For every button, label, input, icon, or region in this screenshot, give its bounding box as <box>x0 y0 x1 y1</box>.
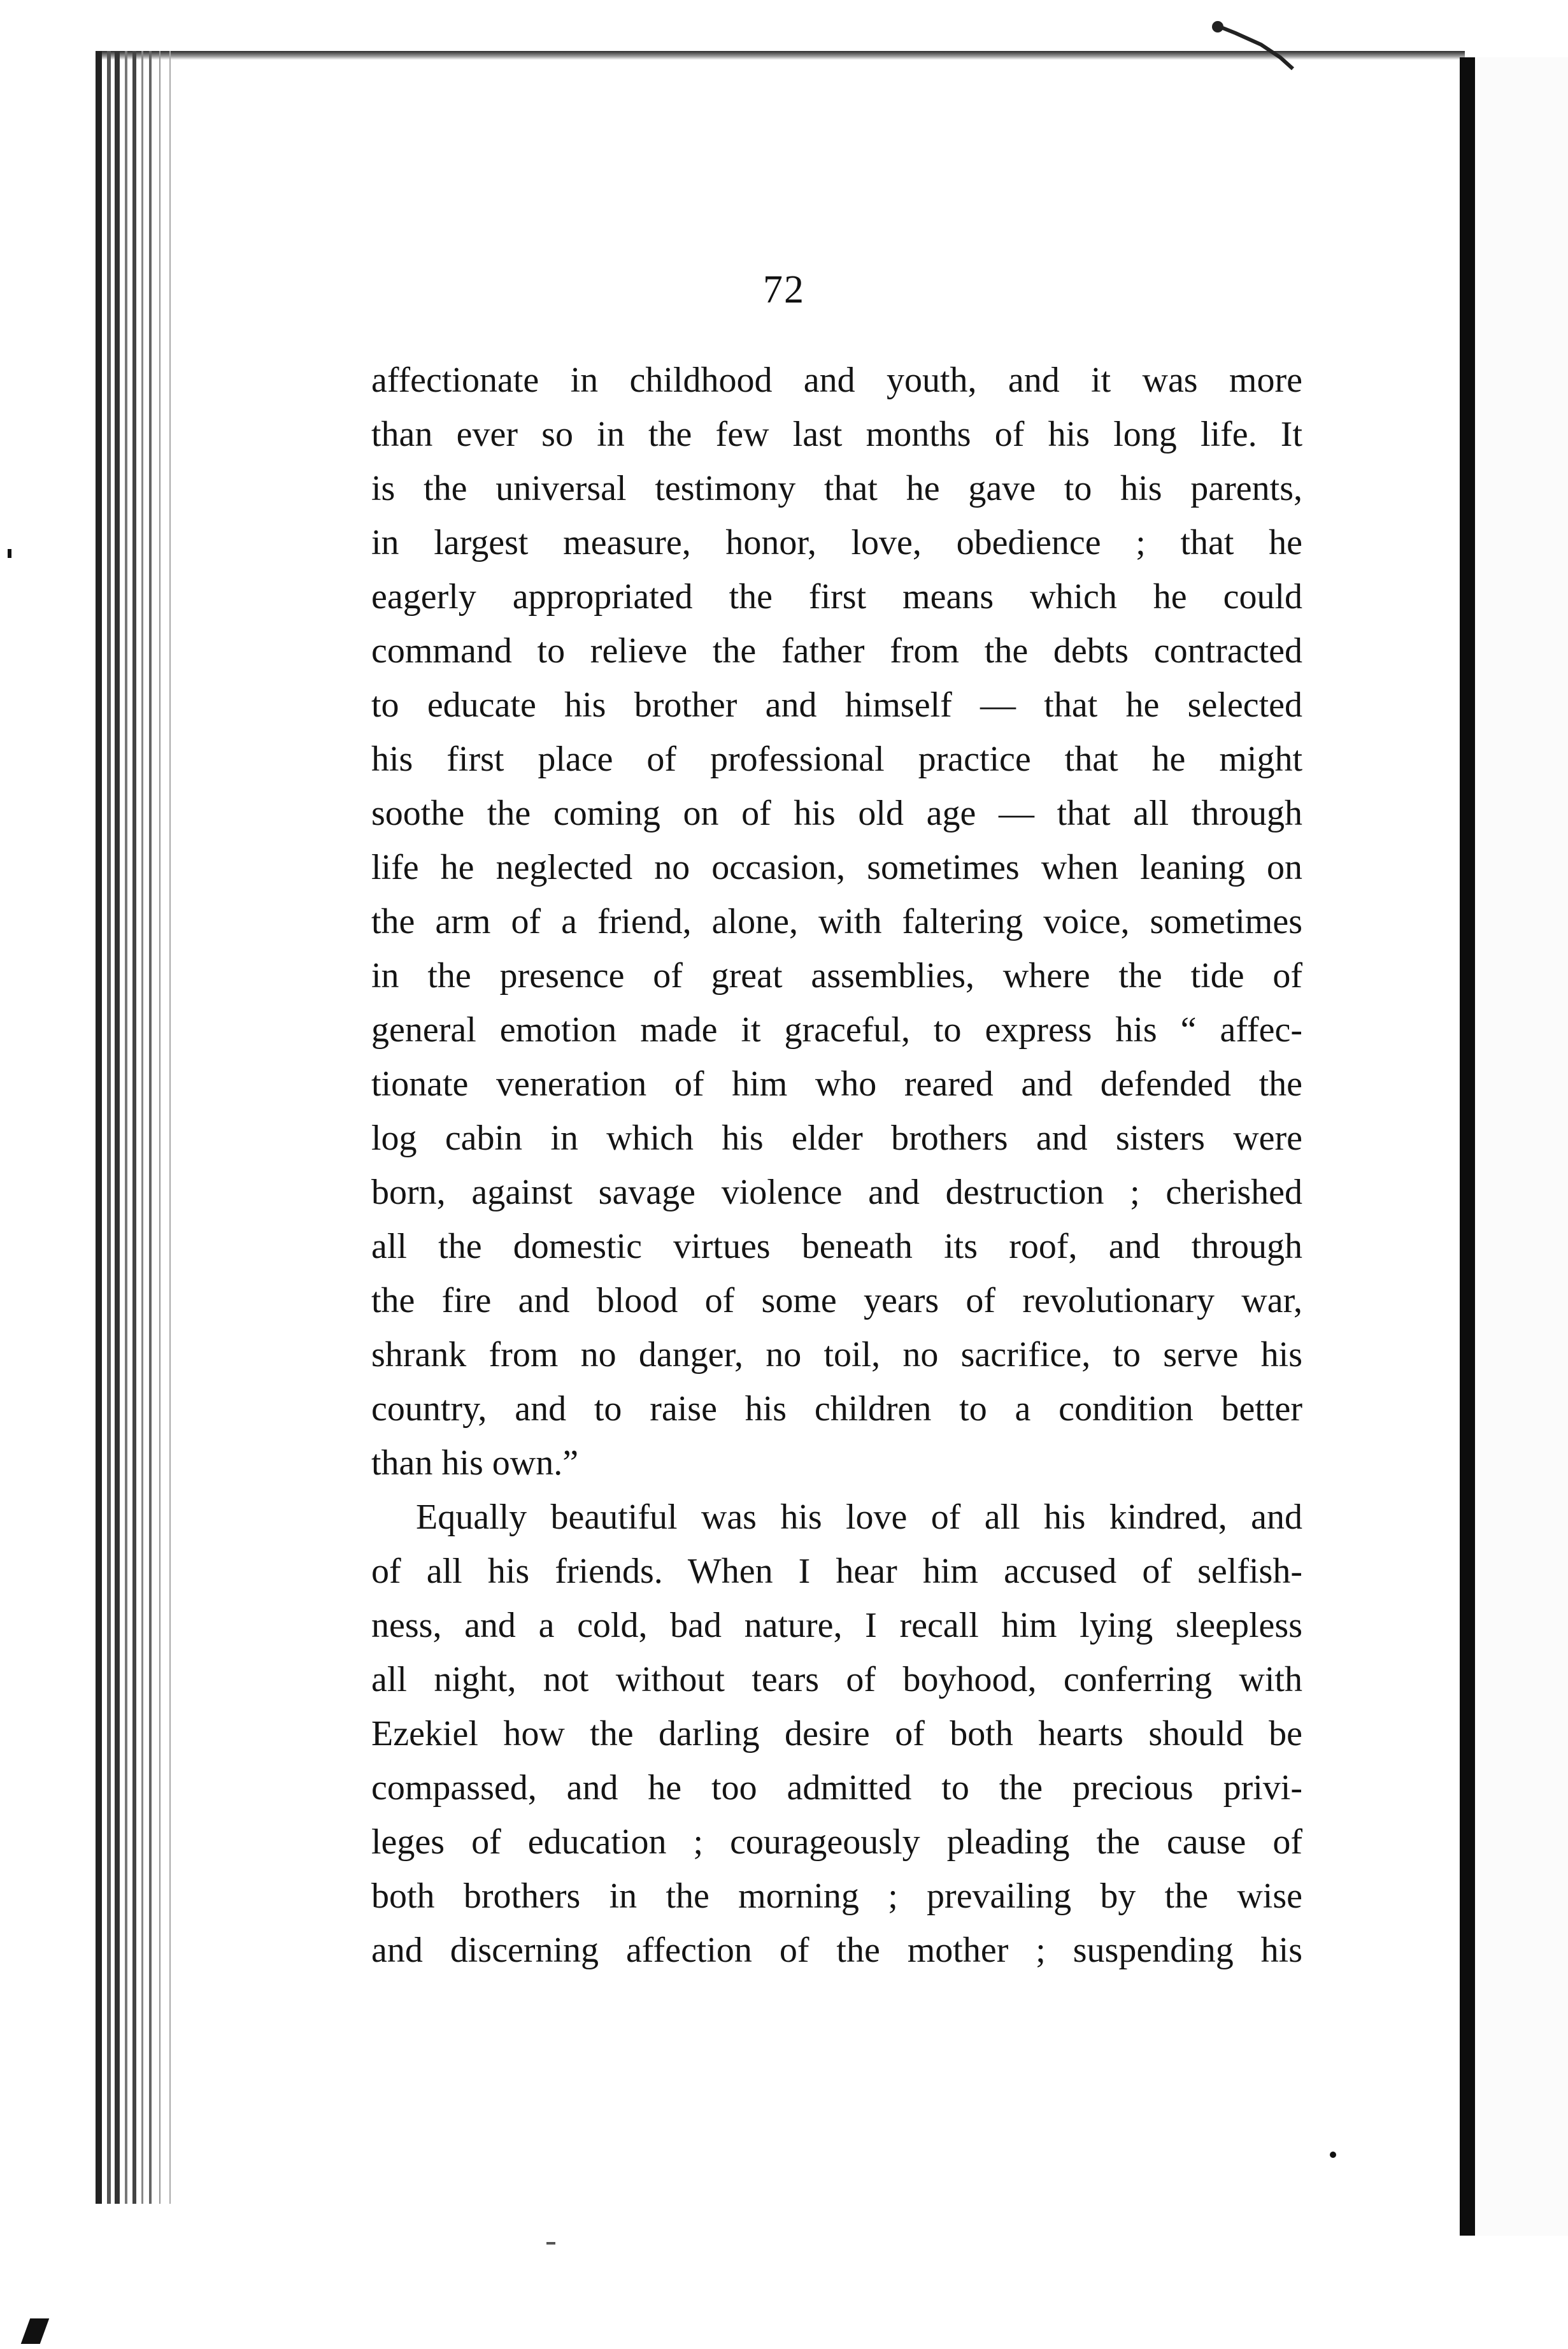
paragraph-1 <box>371 353 1302 1490</box>
text-line: born, against savage violence and destruction ; cherished <box>371 1173 1302 1212</box>
page-stack-edge <box>96 51 185 2204</box>
text-line: of all his friends. When I hear him accused of selfish- <box>371 1552 1302 1591</box>
text-line: than his own.” <box>371 1443 579 1483</box>
body-text <box>371 353 1302 1978</box>
text-line: general emotion made it graceful, to express his “ affec- <box>371 1010 1302 1050</box>
text-line: ness, and a cold, bad nature, I recall him lying sleepless <box>371 1606 1302 1645</box>
text-line: and discerning affection of the mother ; suspending his <box>371 1931 1302 1970</box>
paragraph-2 <box>371 1490 1302 1978</box>
text-line: log cabin in which his elder brothers and sisters were <box>371 1118 1302 1158</box>
text-line: than ever so in the few last months of his long life. It <box>371 415 1302 454</box>
corner-speck <box>21 2318 50 2344</box>
text-line: tionate veneration of him who reared and defended the <box>371 1064 1302 1104</box>
book-gutter <box>1460 57 1475 2236</box>
bottom-ink-dot <box>1330 2152 1336 2158</box>
text-line: compassed, and he too admitted to the precious privi- <box>371 1768 1302 1808</box>
text-line: eagerly appropriated the first means which he could <box>371 577 1302 617</box>
text-line: the fire and blood of some years of revolutionary war, <box>371 1281 1302 1320</box>
text-line: all the domestic virtues beneath its roof, and through <box>371 1227 1302 1266</box>
text-line: affectionate in childhood and youth, and it was more <box>371 361 1302 400</box>
margin-speck <box>8 549 11 558</box>
text-line: in the presence of great assemblies, where the tide of <box>371 956 1302 996</box>
text-line: command to relieve the father from the debts contracted <box>371 631 1302 671</box>
text-line: to educate his brother and himself — that he selected <box>371 685 1302 725</box>
text-line: leges of education ; courageously pleading the cause of <box>371 1822 1302 1862</box>
bottom-ink-dash <box>546 2242 555 2245</box>
text-line: the arm of a friend, alone, with faltering voice, sometimes <box>371 902 1302 941</box>
text-line: country, and to raise his children to a condition better <box>371 1389 1302 1429</box>
torn-corner-mark <box>1210 19 1299 70</box>
text-line: all night, not without tears of boyhood, conferring with <box>371 1660 1302 1699</box>
text-line: soothe the coming on of his old age — that all through <box>371 794 1302 833</box>
text-line: both brothers in the morning ; prevailing by the wise <box>371 1876 1302 1916</box>
text-line: life he neglected no occasion, sometimes when leaning on <box>371 848 1302 887</box>
text-line: is the universal testimony that he gave to his parents, <box>371 469 1302 508</box>
text-line: in largest measure, honor, love, obedience ; that he <box>371 523 1302 562</box>
text-line: Ezekiel how the darling desire of both hearts should be <box>371 1714 1302 1753</box>
facing-page-edge <box>1475 57 1568 2236</box>
text-line: shrank from no danger, no toil, no sacrifice, to serve his <box>371 1335 1302 1374</box>
text-line: his first place of professional practice that he might <box>371 739 1302 779</box>
text-line: Equally beautiful was his love of all his kindred, and <box>416 1497 1302 1537</box>
page-number: 72 <box>763 268 805 311</box>
